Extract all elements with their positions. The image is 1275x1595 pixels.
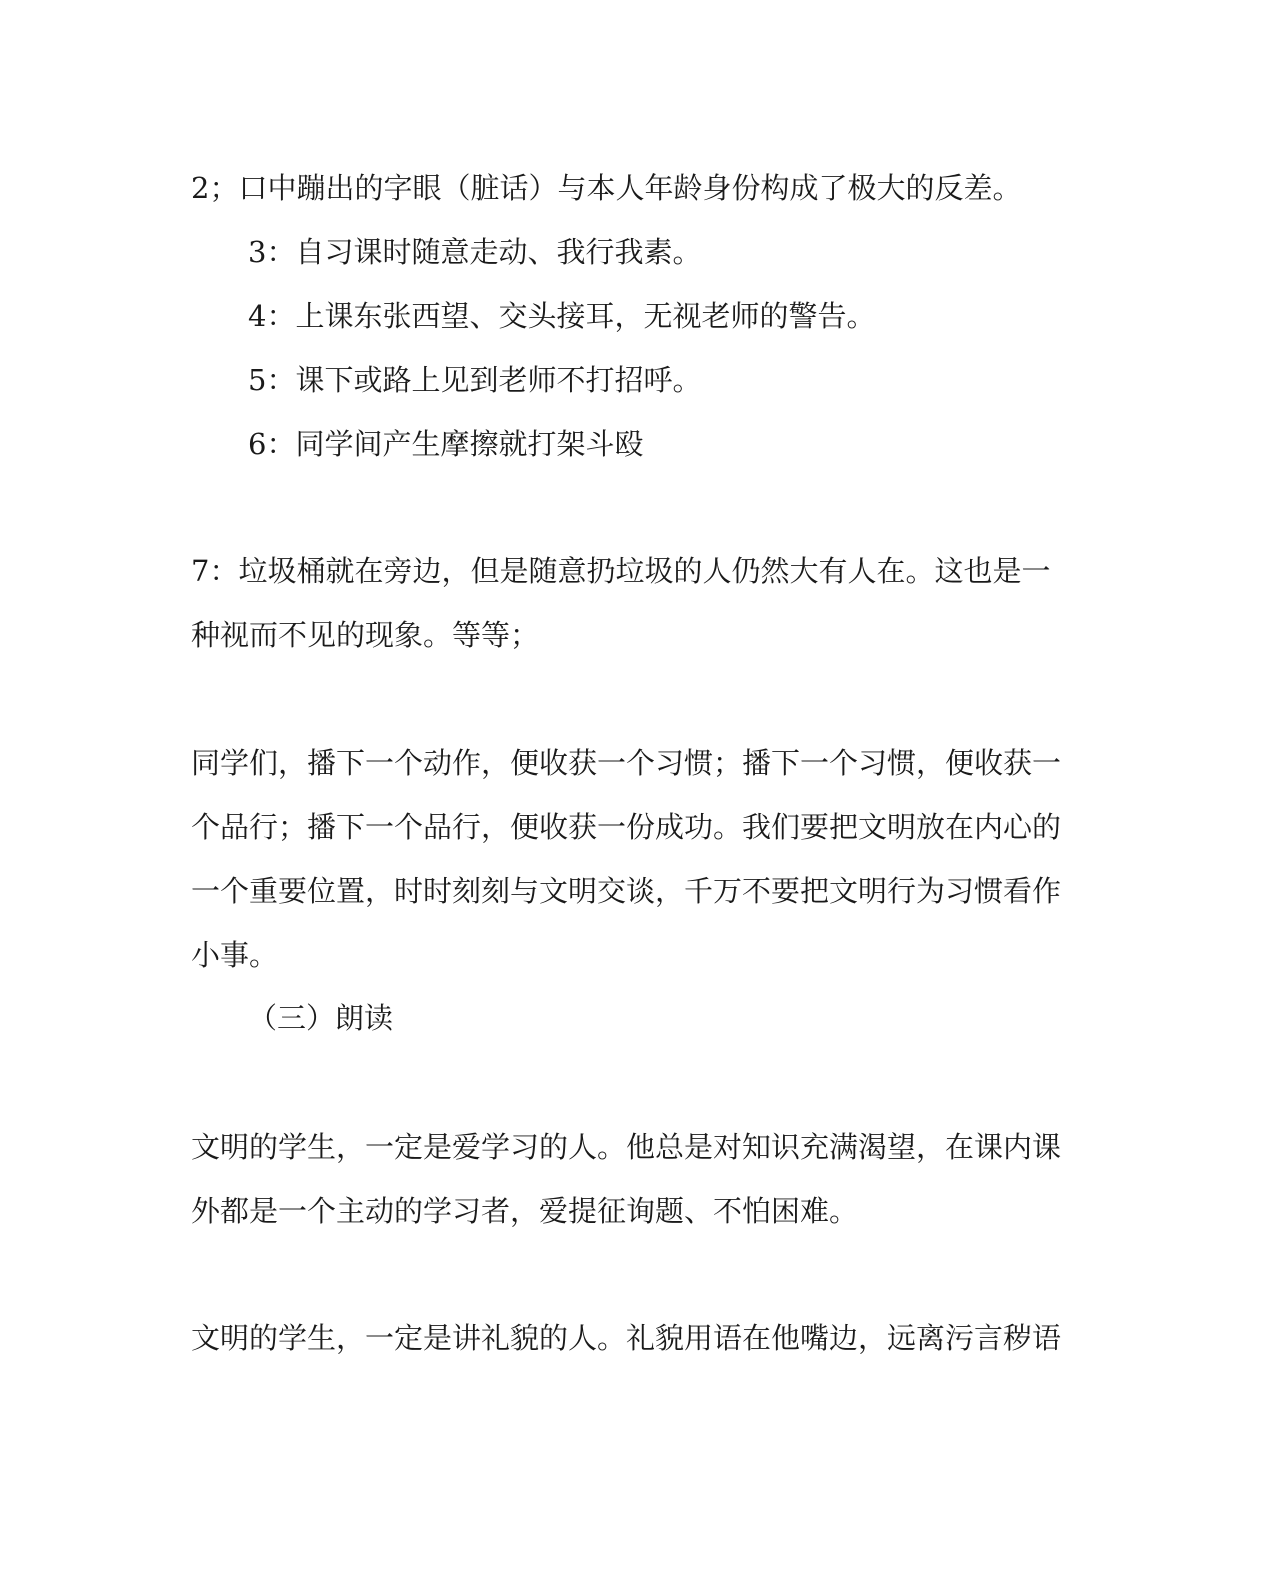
paragraph2-line-2: 外都是一个主动的学习者，爱提征询题、不怕困难。 xyxy=(191,1194,859,1228)
paragraph-line-1: 同学们，播下一个动作，便收获一个习惯；播下一个习惯，便收获一 xyxy=(191,746,1062,780)
paragraph2-line-1: 文明的学生，一定是爱学习的人。他总是对知识充满渴望，在课内课 xyxy=(191,1130,1062,1164)
text-line-item3: 3：自习课时随意走动、我行我素。 xyxy=(248,235,702,269)
text-line-item2: 2；口中蹦出的字眼（脏话）与本人年龄身份构成了极大的反差。 xyxy=(191,171,1022,205)
text-line-item6: 6：同学间产生摩擦就打架斗殴 xyxy=(248,427,644,461)
text-line-item5: 5：课下或路上见到老师不打招呼。 xyxy=(248,363,702,397)
text-line-item7-a: 7：垃圾桶就在旁边，但是随意扔垃圾的人仍然大有人在。这也是一 xyxy=(191,554,1051,588)
paragraph-line-2: 个品行；播下一个品行，便收获一份成功。我们要把文明放在内心的 xyxy=(191,810,1062,844)
text-line-item7-b: 种视而不见的现象。等等； xyxy=(191,618,540,652)
paragraph3-line-1: 文明的学生，一定是讲礼貌的人。礼貌用语在他嘴边，远离污言秽语 xyxy=(191,1321,1062,1355)
paragraph-line-4: 小事。 xyxy=(191,938,279,972)
text-line-item4: 4：上课东张西望、交头接耳，无视老师的警告。 xyxy=(248,299,876,333)
paragraph-line-3: 一个重要位置，时时刻刻与文明交谈，千万不要把文明行为习惯看作 xyxy=(191,874,1062,908)
section-heading: （三）朗读 xyxy=(248,1001,394,1035)
